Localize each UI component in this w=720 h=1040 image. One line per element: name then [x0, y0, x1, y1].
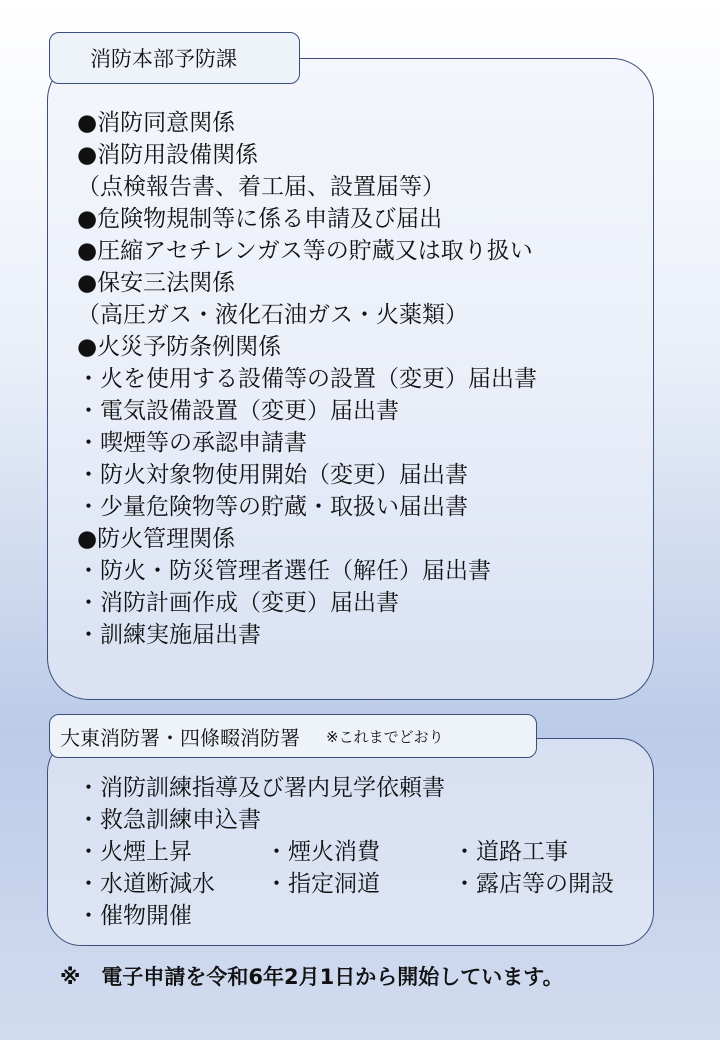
list-item: ●消防用設備関係: [77, 142, 259, 168]
section-fire-stations-title-text: 大東消防署・四條畷消防署: [60, 725, 300, 750]
list-item: ・指定洞道: [265, 871, 380, 897]
list-item: ・救急訓練申込書: [77, 807, 261, 833]
electronic-application-notice: ※ 電子申請を令和6年2月1日から開始しています。: [60, 965, 564, 989]
list-item: ・消防計画作成（変更）届出書: [77, 590, 399, 616]
list-item: ●消防同意関係: [77, 110, 236, 136]
list-item: ・消防訓練指導及び署内見学依頼書: [77, 775, 445, 801]
section-prevention-list: [77, 107, 647, 651]
list-item: （点検報告書、着工届、設置届等）: [77, 174, 445, 200]
list-item: ●危険物規制等に係る申請及び届出: [77, 206, 443, 232]
list-item: ・水道断減水: [77, 871, 215, 897]
list-row: [77, 836, 647, 868]
list-item: ・防火対象物使用開始（変更）届出書: [77, 462, 468, 488]
section-prevention-title-text: 消防本部予防課: [90, 47, 237, 71]
list-row: [77, 804, 647, 836]
list-item: ・電気設備設置（変更）届出書: [77, 398, 399, 424]
list-row: [77, 900, 647, 932]
list-item: ・催物開催: [77, 903, 192, 929]
list-item: ・喫煙等の承認申請書: [77, 430, 307, 456]
list-item: ・露店等の開設: [453, 871, 614, 897]
section-fire-stations-note: ※これまでどおり: [326, 727, 444, 746]
list-item: ●保安三法関係: [77, 270, 236, 296]
list-row: [77, 868, 647, 900]
list-item: ●火災予防条例関係: [77, 334, 282, 360]
list-item: ・防火・防災管理者選任（解任）届出書: [77, 558, 491, 584]
section-fire-stations-list: [77, 772, 647, 932]
list-item: ・道路工事: [453, 839, 568, 865]
list-item: ●圧縮アセチレンガス等の貯蔵又は取り扱い: [77, 238, 533, 264]
list-item: ●防火管理関係: [77, 526, 236, 552]
list-item: ・煙火消費: [265, 839, 380, 865]
list-item: ・火を使用する設備等の設置（変更）届出書: [77, 366, 537, 392]
list-item: ・火煙上昇: [77, 839, 192, 865]
list-item: （高圧ガス・液化石油ガス・火薬類）: [77, 302, 468, 328]
list-item: ・少量危険物等の貯蔵・取扱い届出書: [77, 494, 468, 520]
list-item: ・訓練実施届出書: [77, 622, 261, 648]
section-prevention-title: [49, 32, 300, 84]
list-row: [77, 772, 647, 804]
section-fire-stations-title: [49, 714, 537, 758]
